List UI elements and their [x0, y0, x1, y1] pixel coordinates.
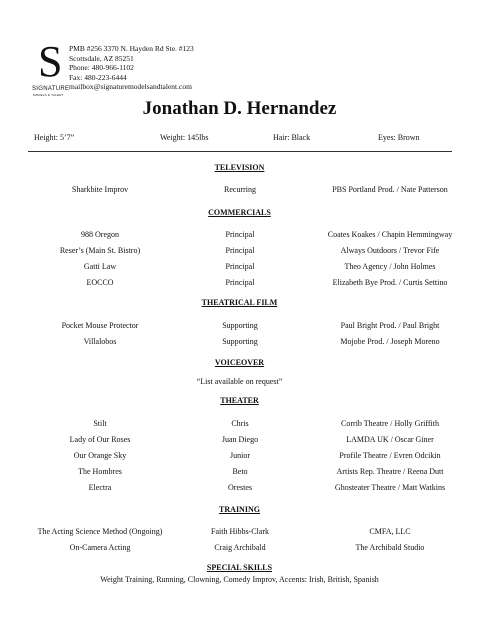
credit-role: Juan Diego: [221, 435, 259, 444]
credit-company: Mojobe Prod. / Joseph Moreno: [340, 337, 440, 346]
credit-company: Theo Agency / John Holmes: [344, 262, 436, 271]
credit-role: Junior: [230, 451, 250, 460]
credit-company: Artists Rep. Theatre / Reena Dutt: [336, 467, 444, 476]
credit-company: Elizabeth Bye Prod. / Curtis Settino: [332, 278, 448, 287]
section-title-skills: SPECIAL SKILLS: [206, 563, 273, 572]
training-school: The Archibald Studio: [355, 543, 425, 552]
section-title-voiceover: VOICEOVER: [214, 358, 265, 367]
credit-project: Electra: [88, 483, 112, 492]
agency-logo: [32, 37, 70, 98]
credit-role: Beto: [232, 467, 248, 476]
credit-company: Always Outdoors / Trevor Fife: [340, 246, 440, 255]
credit-project: Stilt: [93, 419, 107, 428]
credit-project: EOCCO: [86, 278, 114, 287]
training-instructor: Craig Archibald: [214, 543, 266, 552]
stat-weight: Weight: 145lbs: [160, 133, 209, 142]
credit-project: Sharkbite Improv: [71, 185, 129, 194]
credit-company: Profile Theatre / Evren Odcikin: [339, 451, 441, 460]
stat-hair: Hair: Black: [273, 133, 311, 142]
agency-address-line1: PMB #256 3370 N. Hayden Rd Ste. #123: [69, 44, 194, 53]
credit-project: Our Orange Sky: [73, 451, 127, 460]
credit-company: LAMDA UK / Oscar Giner: [346, 435, 434, 444]
section-title-film: THEATRICAL FILM: [201, 298, 278, 307]
credit-company: Paul Bright Prod. / Paul Bright: [340, 321, 440, 330]
credit-role: Principal: [225, 230, 255, 239]
credit-project: Reser’s (Main St. Bistro): [59, 246, 141, 255]
credit-project: Pocket Mouse Protector: [61, 321, 139, 330]
actor-name: Jonathan D. Hernandez: [142, 98, 337, 119]
credit-project: The Hombres: [78, 467, 122, 476]
training-program: The Acting Science Method (Ongoing): [37, 527, 163, 536]
agency-fax: Fax: 480-223-6444: [69, 72, 127, 82]
section-title-commercials: COMMERCIALS: [208, 208, 271, 217]
credit-company: Ghosteater Theatre / Matt Watkins: [334, 483, 446, 492]
credit-project: Gatti Law: [83, 262, 117, 271]
agency-phone: Phone: 480-966-1102: [69, 63, 134, 73]
training-instructor: Faith Hibbs-Clark: [211, 527, 269, 536]
header-divider: [28, 151, 452, 152]
credit-company: Coates Koakes / Chapin Hemmingway: [327, 230, 453, 239]
credit-role: Orestes: [228, 483, 252, 492]
training-school: CMFA, LLC: [369, 527, 411, 536]
special-skills-text: Weight Training, Running, Clowning, Comedy Improv, Accents: Irish, British, Spanish: [100, 575, 379, 584]
credit-project: Lady of Our Roses: [69, 435, 131, 444]
credit-role: Chris: [231, 419, 249, 428]
agency-contact: [69, 44, 194, 92]
voiceover-note: “List available on request”: [196, 377, 283, 386]
credit-project: 988 Oregon: [81, 230, 119, 239]
credit-company: PBS Portland Prod. / Nate Patterson: [332, 185, 448, 194]
logo-letter: S: [38, 37, 61, 86]
agency-address-line2: Scottsdale, AZ 85251: [69, 53, 134, 63]
section-title-theater: THEATER: [220, 396, 259, 405]
training-program: On-Camera Acting: [69, 543, 131, 552]
section-title-training: TRAINING: [219, 505, 260, 514]
credit-role: Principal: [225, 262, 255, 271]
logo-wordmark: SIGNATURE: [32, 86, 70, 92]
credit-role: Supporting: [222, 337, 258, 346]
credit-company: Corrib Theatre / Holly Griffith: [341, 419, 439, 428]
stat-height: Height: 5’7”: [34, 133, 75, 142]
logo-subtitle: MODELS & TALENT: [33, 93, 64, 97]
stat-eyes: Eyes: Brown: [378, 133, 420, 142]
agency-email: mailbox@signaturemodelsandtalent.com: [69, 82, 192, 92]
credit-role: Principal: [225, 246, 255, 255]
credit-role: Supporting: [222, 321, 258, 330]
credit-project: Villalobos: [83, 337, 117, 346]
section-title-television: TELEVISION: [214, 163, 265, 172]
credit-role: Principal: [225, 278, 255, 287]
credit-role: Recurring: [224, 185, 256, 194]
